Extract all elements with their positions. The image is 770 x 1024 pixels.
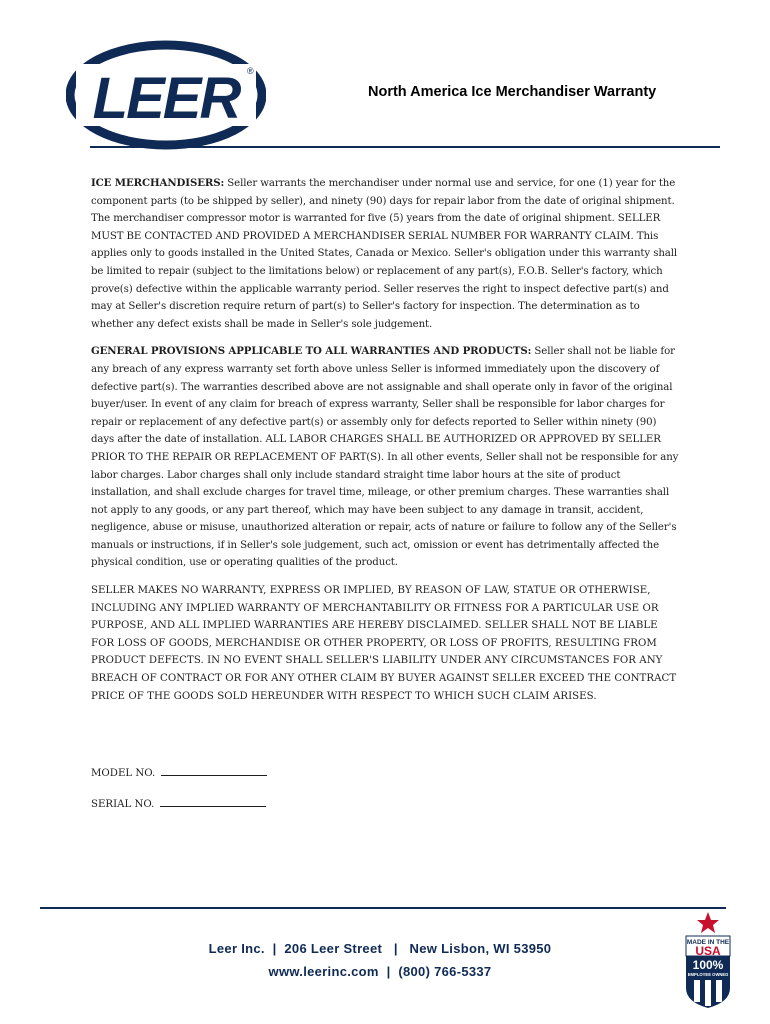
logo-text: LEER xyxy=(92,66,240,131)
warranty-body xyxy=(91,175,681,715)
badge-line2: USA xyxy=(695,944,721,958)
footer-contact: www.leerinc.com | (800) 766-5337 xyxy=(268,964,492,979)
ice-merchandisers-text: Seller warrants the merchandiser under normal use and service, for one (1) year for the component parts (to be shipped by seller), and ninety (90) days for repair labor from the date of original shipment. The merchandiser compressor motor is warranted for five (5) years from the date of original shipment. SELLER MUST BE CONTACTED AND PROVIDED A MERCHANDISER SERIAL NUMBER FOR WARRANTY CLAIM. This applies only to goods installed in the United States, Canada or Mexico. Seller's obligation under this warranty shall be limited to repair (subject to the limitations below) or replacement of any part(s), F.O.B. Seller's factory, which prove(s) defective within the applicable warranty period. Seller reserves the right to inspect defective part(s) and may at Seller's discretion require return of part(s) to Seller's factory for inspection. The determination as to whether any defect exists shall be made in Seller's sole judgement. xyxy=(91,178,678,330)
footer-address: Leer Inc. | 206 Leer Street | New Lisbon, WI 53950 xyxy=(208,941,552,956)
general-provisions-section xyxy=(91,343,681,572)
serial-number-blank xyxy=(160,797,266,807)
ice-merchandisers-section xyxy=(91,175,681,333)
serial-number-label: SERIAL NO. xyxy=(91,799,155,810)
footer-divider xyxy=(40,907,726,909)
svg-text:®: ® xyxy=(247,66,254,76)
leer-logo xyxy=(66,40,266,150)
general-provisions-text: Seller shall not be liable for any breach of any express warranty set forth above unless Seller is informed immediately upon the discovery of defective part(s). The warranties described above are not assignable and shall operate only in favor of the original buyer/user. In event of any claim for breach of express warranty, Seller shall be responsible for labor charges for repair or replacement of any defective part(s) or assembly only for defects reported to Seller within ninety (90) days after the date of installation. ALL LABOR CHARGES SHALL BE AUTHORIZED OR APPROVED BY SELLER PRIOR TO THE REPAIR OR REPLACEMENT OF PART(S). In all other events, Seller shall not be responsible for any labor charges. Labor charges shall only include standard straight time labor hours at the site of product installation, and shall exclude charges for travel time, mileage, or other premium charges. These warranties shall not apply to any goods, or any part thereof, which may have been subject to any damage in transit, accident, negligence, abuse or misuse, unauthorized alteration or repair, acts of nature or failure to follow any of the Seller's manuals or instructions, if in Seller's sole judgement, such act, omission or event has detrimentally affected the physical condition, use or operating qualities of the product. xyxy=(91,346,679,569)
badge-line4: EMPLOYEE OWNED xyxy=(687,972,729,977)
ice-merchandisers-heading: ICE MERCHANDISERS: xyxy=(91,177,225,189)
star-icon xyxy=(697,912,719,933)
badge-line1: MADE IN THE xyxy=(686,939,730,946)
disclaimer-section: SELLER MAKES NO WARRANTY, EXPRESS OR IMPLIED, BY REASON OF LAW, STATUE OR OTHERWISE, INCLUDING ANY IMPLIED WARRANTY OF MERCHANTABILITY OR FITNESS FOR A PARTICULAR USE OR PURPOSE, AND ALL IMPLIED WARRANTIES ARE HEREBY DISCLAIMED. SELLER SHALL NOT BE LIABLE FOR LOSS OF GOODS, MERCHANDISE OR OTHER PROPERTY, OR LOSS OF PROFITS, RESULTING FROM PRODUCT DEFECTS. IN NO EVENT SHALL SELLER'S LIABILITY UNDER ANY CIRCUMSTANCES FOR ANY BREACH OF CONTRACT OR FOR ANY OTHER CLAIM BY BUYER AGAINST SELLER EXCEED THE CONTRACT PRICE OF THE GOODS SOLD HEREUNDER WITH RESPECT TO WHICH SUCH CLAIM ARISES. xyxy=(91,585,677,702)
header-divider xyxy=(90,146,720,148)
serial-number-field xyxy=(91,797,266,810)
model-number-field xyxy=(91,766,267,779)
made-in-usa-badge xyxy=(682,910,734,1010)
model-number-blank xyxy=(161,766,267,776)
general-provisions-heading: GENERAL PROVISIONS APPLICABLE TO ALL WARRANTIES AND PRODUCTS: xyxy=(91,345,532,358)
document-title: North America Ice Merchandiser Warranty xyxy=(368,84,657,100)
badge-line3: 100% xyxy=(692,958,724,972)
model-number-label: MODEL NO. xyxy=(91,768,156,779)
